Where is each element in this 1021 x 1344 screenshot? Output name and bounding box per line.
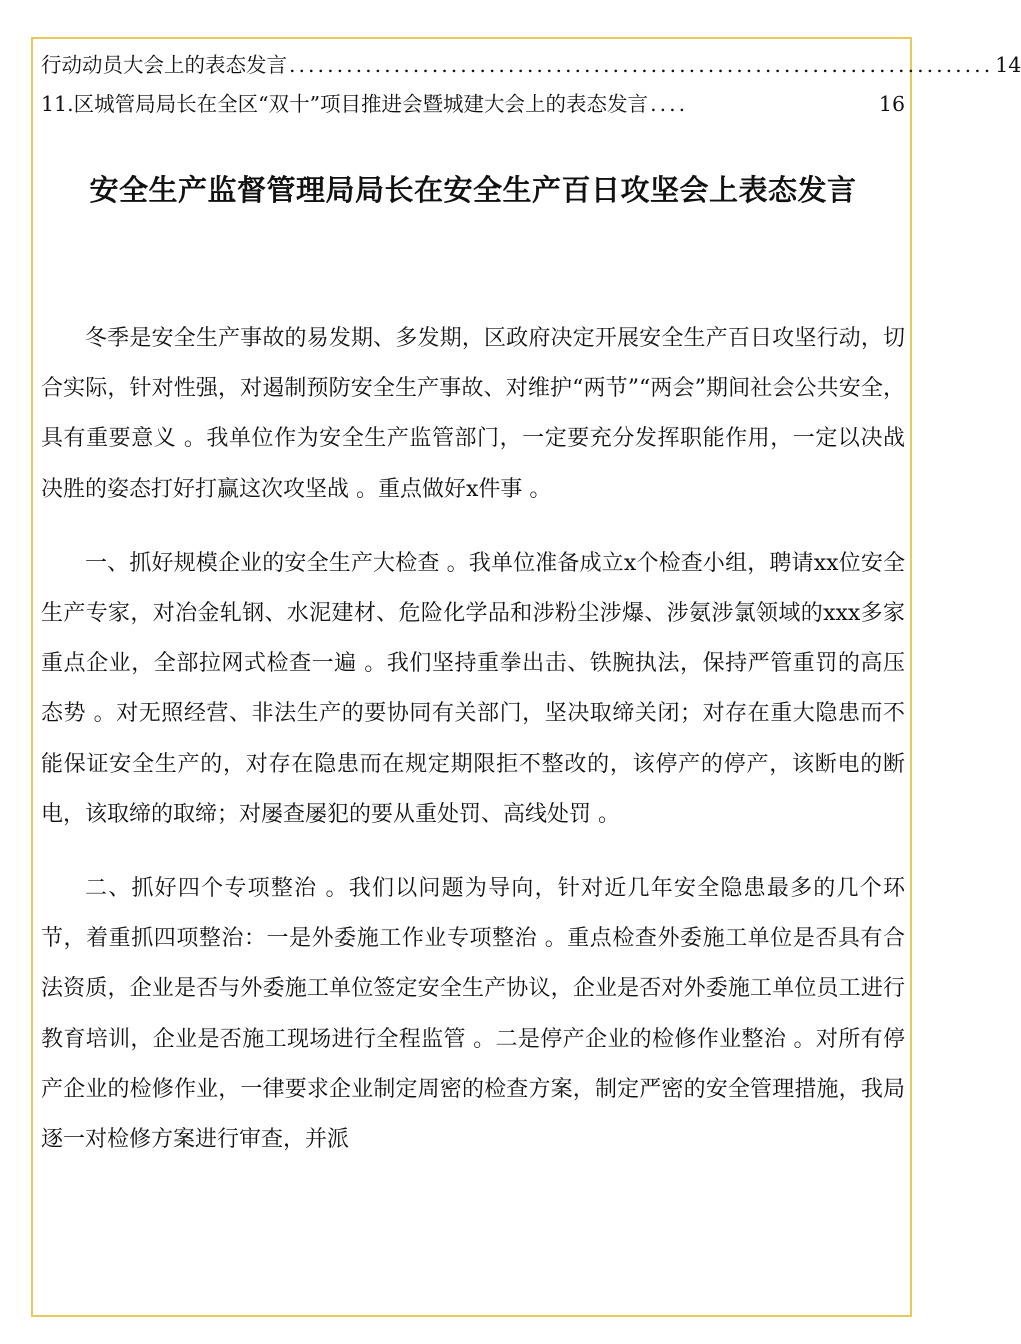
toc-entry-text: 11.区城管局局长在全区“双十”项目推进会暨城建大会上的表态发言 (41, 92, 649, 116)
document-title: 安全生产监督管理局局长在安全生产百日攻坚会上表态发言 (89, 173, 857, 207)
toc-leader-dots: .... (650, 92, 689, 116)
paragraph-section-2: 二、抓好四个专项整治 。我们以问题为导向，针对近几年安全隐患最多的几个环节，着重抓四项整治：一是外委施工作业专项整治 。重点检查外委施工单位是否具有合法资质，企业是否与外委施工单位签定安全生产协议，企业是否对外委施工单位员工进行教育培训，企业是否施工现场进行全程监管 。二是停产企业的检修作业整治 。对所有停产企业的检修作业，一律要求企业制定周密的检查方案，制定严密的安全管理措施，我局逐一对检修方案进行审查，并派 (41, 876, 905, 1153)
document-body (41, 50, 1021, 1165)
toc-entry[interactable] (41, 89, 905, 119)
toc-leader-dots: .......................................................................... (289, 53, 994, 77)
paragraph-intro: 冬季是安全生产事故的易发期、多发期，区政府决定开展安全生产百日攻坚行动，切合实际，针对性强，对遏制预防安全生产事故、对维护“两节”“两会”期间社会公共安全，具有重要意义 。我单位作为安全生产监管部门，一定要充分发挥职能作用，一定以决战决胜的姿态打好打赢这次攻坚战 。重点做好x件事 。 (41, 326, 905, 502)
toc-entry-text: 行动动员大会上的表态发言 (41, 53, 287, 77)
toc-page-number: 16 (878, 92, 905, 116)
toc-entry[interactable] (41, 50, 1021, 80)
paragraph-section-1: 一、抓好规模企业的安全生产大检查 。我单位准备成立x个检查小组，聘请xx位安全生产专家，对冶金轧钢、水泥建材、危险化学品和涉粉尘涉爆、涉氨涉氯领域的xxx多家重点企业，全部拉网式检查一遍 。我们坚持重拳出击、铁腕执法，保持严管重罚的高压态势 。对无照经营、非法生产的要协同有关部门，坚决取缔关闭；对存在重大隐患而不能保证安全生产的，对存在隐患而在规定期限拒不整改的，该停产的停产，该断电的断电，该取缔的取缔；对屡查屡犯的要从重处罚、高线处罚 。 (41, 550, 905, 827)
toc-page-number: 14 (995, 53, 1021, 77)
